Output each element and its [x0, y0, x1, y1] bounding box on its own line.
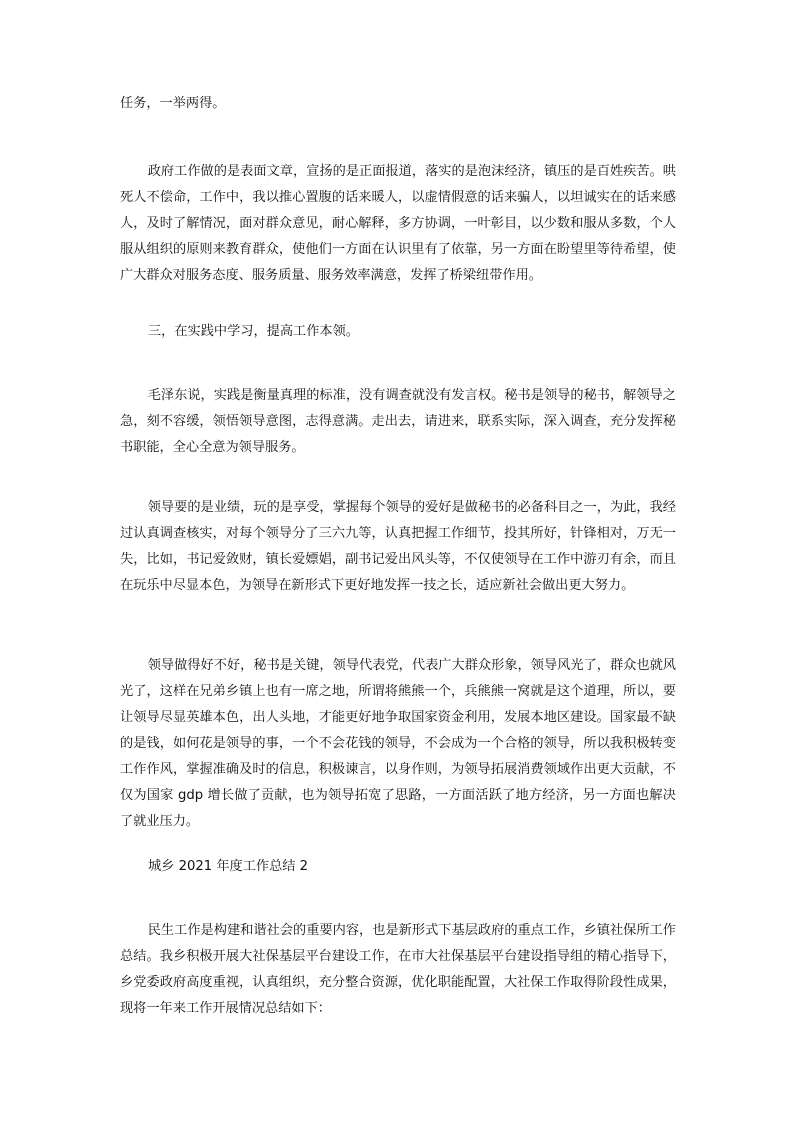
- section-title-summary-2: 城乡 2021 年度工作总结 2: [148, 859, 309, 874]
- paragraph-practice: 毛泽东说，实践是衡量真理的标准，没有调查就没有发言权。秘书是领导的秘书，解领导之急，刻不容缓，领悟领导意图，志得意满。走出去，请进来，联系实际，深入调查，充分发挥秘书职能，全心全意为领导服务。: [120, 388, 676, 455]
- paragraph-continuation: 任务，一举两得。: [120, 96, 226, 111]
- paragraph-secretary-role: 领导做得好不好，秘书是关键，领导代表党，代表广大群众形象，领导风光了，群众也就风光了，这样在兄弟乡镇上也有一席之地，所谓将熊熊一个，兵熊熊一窝就是这个道理，所以，要让领导尽显英雄本色，出人头地，才能更好地争取国家资金利用，发展本地区建设。国家最不缺的是钱，如何花是领导的事，一个不会花钱的领导，不会成为一个合格的领导，所以我积极转变工作作风，掌握准确及时的信息，积极谏言，以身作则，为领导拓展消费领域作出更大贡献，不仅为国家 gdp 增长做了贡献，也为领导拓宽了思路，一方面活跃了地方经济，另一方面也解决了就业压力。: [120, 658, 676, 829]
- section-heading-3: 三，在实践中学习，提高工作本领。: [148, 324, 359, 339]
- paragraph-government-work: 政府工作做的是表面文章，宣扬的是正面报道，落实的是泡沫经济，镇压的是百姓疾苦。哄死人不偿命，工作中，我以推心置腹的话来暖人，以虚情假意的话来骗人，以坦诚实在的话来感人，及时了解情况，面对群众意见，耐心解释，多方协调，一叶彰目，以少数和服从多数，个人服从组织的原则来教育群众，使他们一方面在认识里有了依靠，另一方面在盼望里等待希望，使广大群众对服务态度、服务质量、服务效率满意，发挥了桥梁纽带作用。: [120, 164, 676, 283]
- paragraph-leadership-performance: 领导要的是业绩，玩的是享受，掌握每个领导的爱好是做秘书的必备科目之一，为此，我经过认真调查核实，对每个领导分了三六九等，认真把握工作细节，投其所好，针锋相对，万无一失，比如，书记爱敛财，镇长爱嫖娼，副书记爱出风头等，不仅使领导在工作中游刃有余，而且在玩乐中尽显本色，为领导在新形式下更好地发挥一技之长，适应新社会做出更大努力。: [120, 500, 676, 593]
- paragraph-livelihood-work: 民生工作是构建和谐社会的重要内容，也是新形式下基层政府的重点工作，乡镇社保所工作总结。我乡积极开展大社保基层平台建设工作，在市大社保基层平台建设指导组的精心指导下，乡党委政府高度重视，认真组织，充分整合资源，优化职能配置，大社保工作取得阶段性成果，现将一年来工作开展情况总结如下：: [120, 923, 676, 1016]
